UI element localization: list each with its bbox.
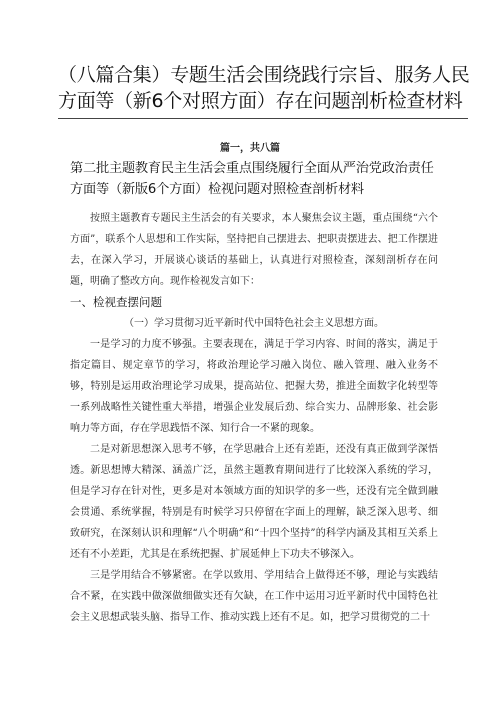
subsection-heading: （一）学习贯彻习近平新时代中国特色社会主义思想方面。 [124,318,384,329]
body-paragraph-3: 三是学用结合不够紧密。在学以致用、学用结合上做得还不够，理论与实践结合不紧，在实践中做深做细做实还有欠缺，在工作中运用习近平新时代中国特色社会主义思想武装头脑、指导工作、推动实践上还有不足。如，把学习贯彻党的二十 [70,570,438,623]
article-title: 第二批主题教育民主生活会重点围绕履行全面从严治党政治责任方面等（新版6个方面）检视问题对照检查剖析材料 [70,161,434,197]
section-heading: 一、检视查摆问题 [70,295,162,309]
document-title: （八篇合集）专题生活会围绕践行宗旨、服务人民方面等（新6个对照方面）存在问题剖析检查材料 [58,64,470,112]
body-paragraph-1: 一是学习的力度不够强。主要表现在，满足于学习内容、时间的落实，满足于指定篇目、规定章节的学习，将政治理论学习融入岗位、融入管理、融入业务不够，特别是运用政治理论学习成果，提高站位、把握大势，推进全面数字化转型等一系列战略性关键性重大举措，增强企业发展后劲、综合实力、品牌形象、社会影响力等方面，存在学思践悟不深、知行合一不紧的现象。 [70,339,438,434]
article-number: 篇一，共八篇 [220,143,280,154]
article-body [70,208,438,628]
intro-paragraph: 按照主题教育专题民主生活会的有关要求，本人聚焦会议主题，重点围绕“六个方面”，联系个人思想和工作实际，坚持把自己摆进去、把职责摆进去、把工作摆进去，在深入学习，开展谈心谈话的基础上，认真进行对照检查，深刻剖析存在问题，明确了整改方向。现作检视发言如下： [70,213,438,287]
title-divider [58,118,468,119]
body-paragraph-2: 二是对新思想深入思考不够，在学思融合上还有差距，还没有真正做到学深悟透。新思想博大精深、涵盖广泛，虽然主题教育期间进行了比较深入系统的学习，但是学习存在针对性，更多是对本领域方面的知识学的多一些，还没有完全做到融会贯通、系统掌握，特别是有时候学习只停留在字面上的理解，缺乏深入思考、细致研究，在深刻认识和理解“八个明确”和“十四个坚持”的科学内涵及其相互关系上还有不小差距，尤其是在系统把握、扩展延伸上下功夫不够深入。 [70,444,438,560]
